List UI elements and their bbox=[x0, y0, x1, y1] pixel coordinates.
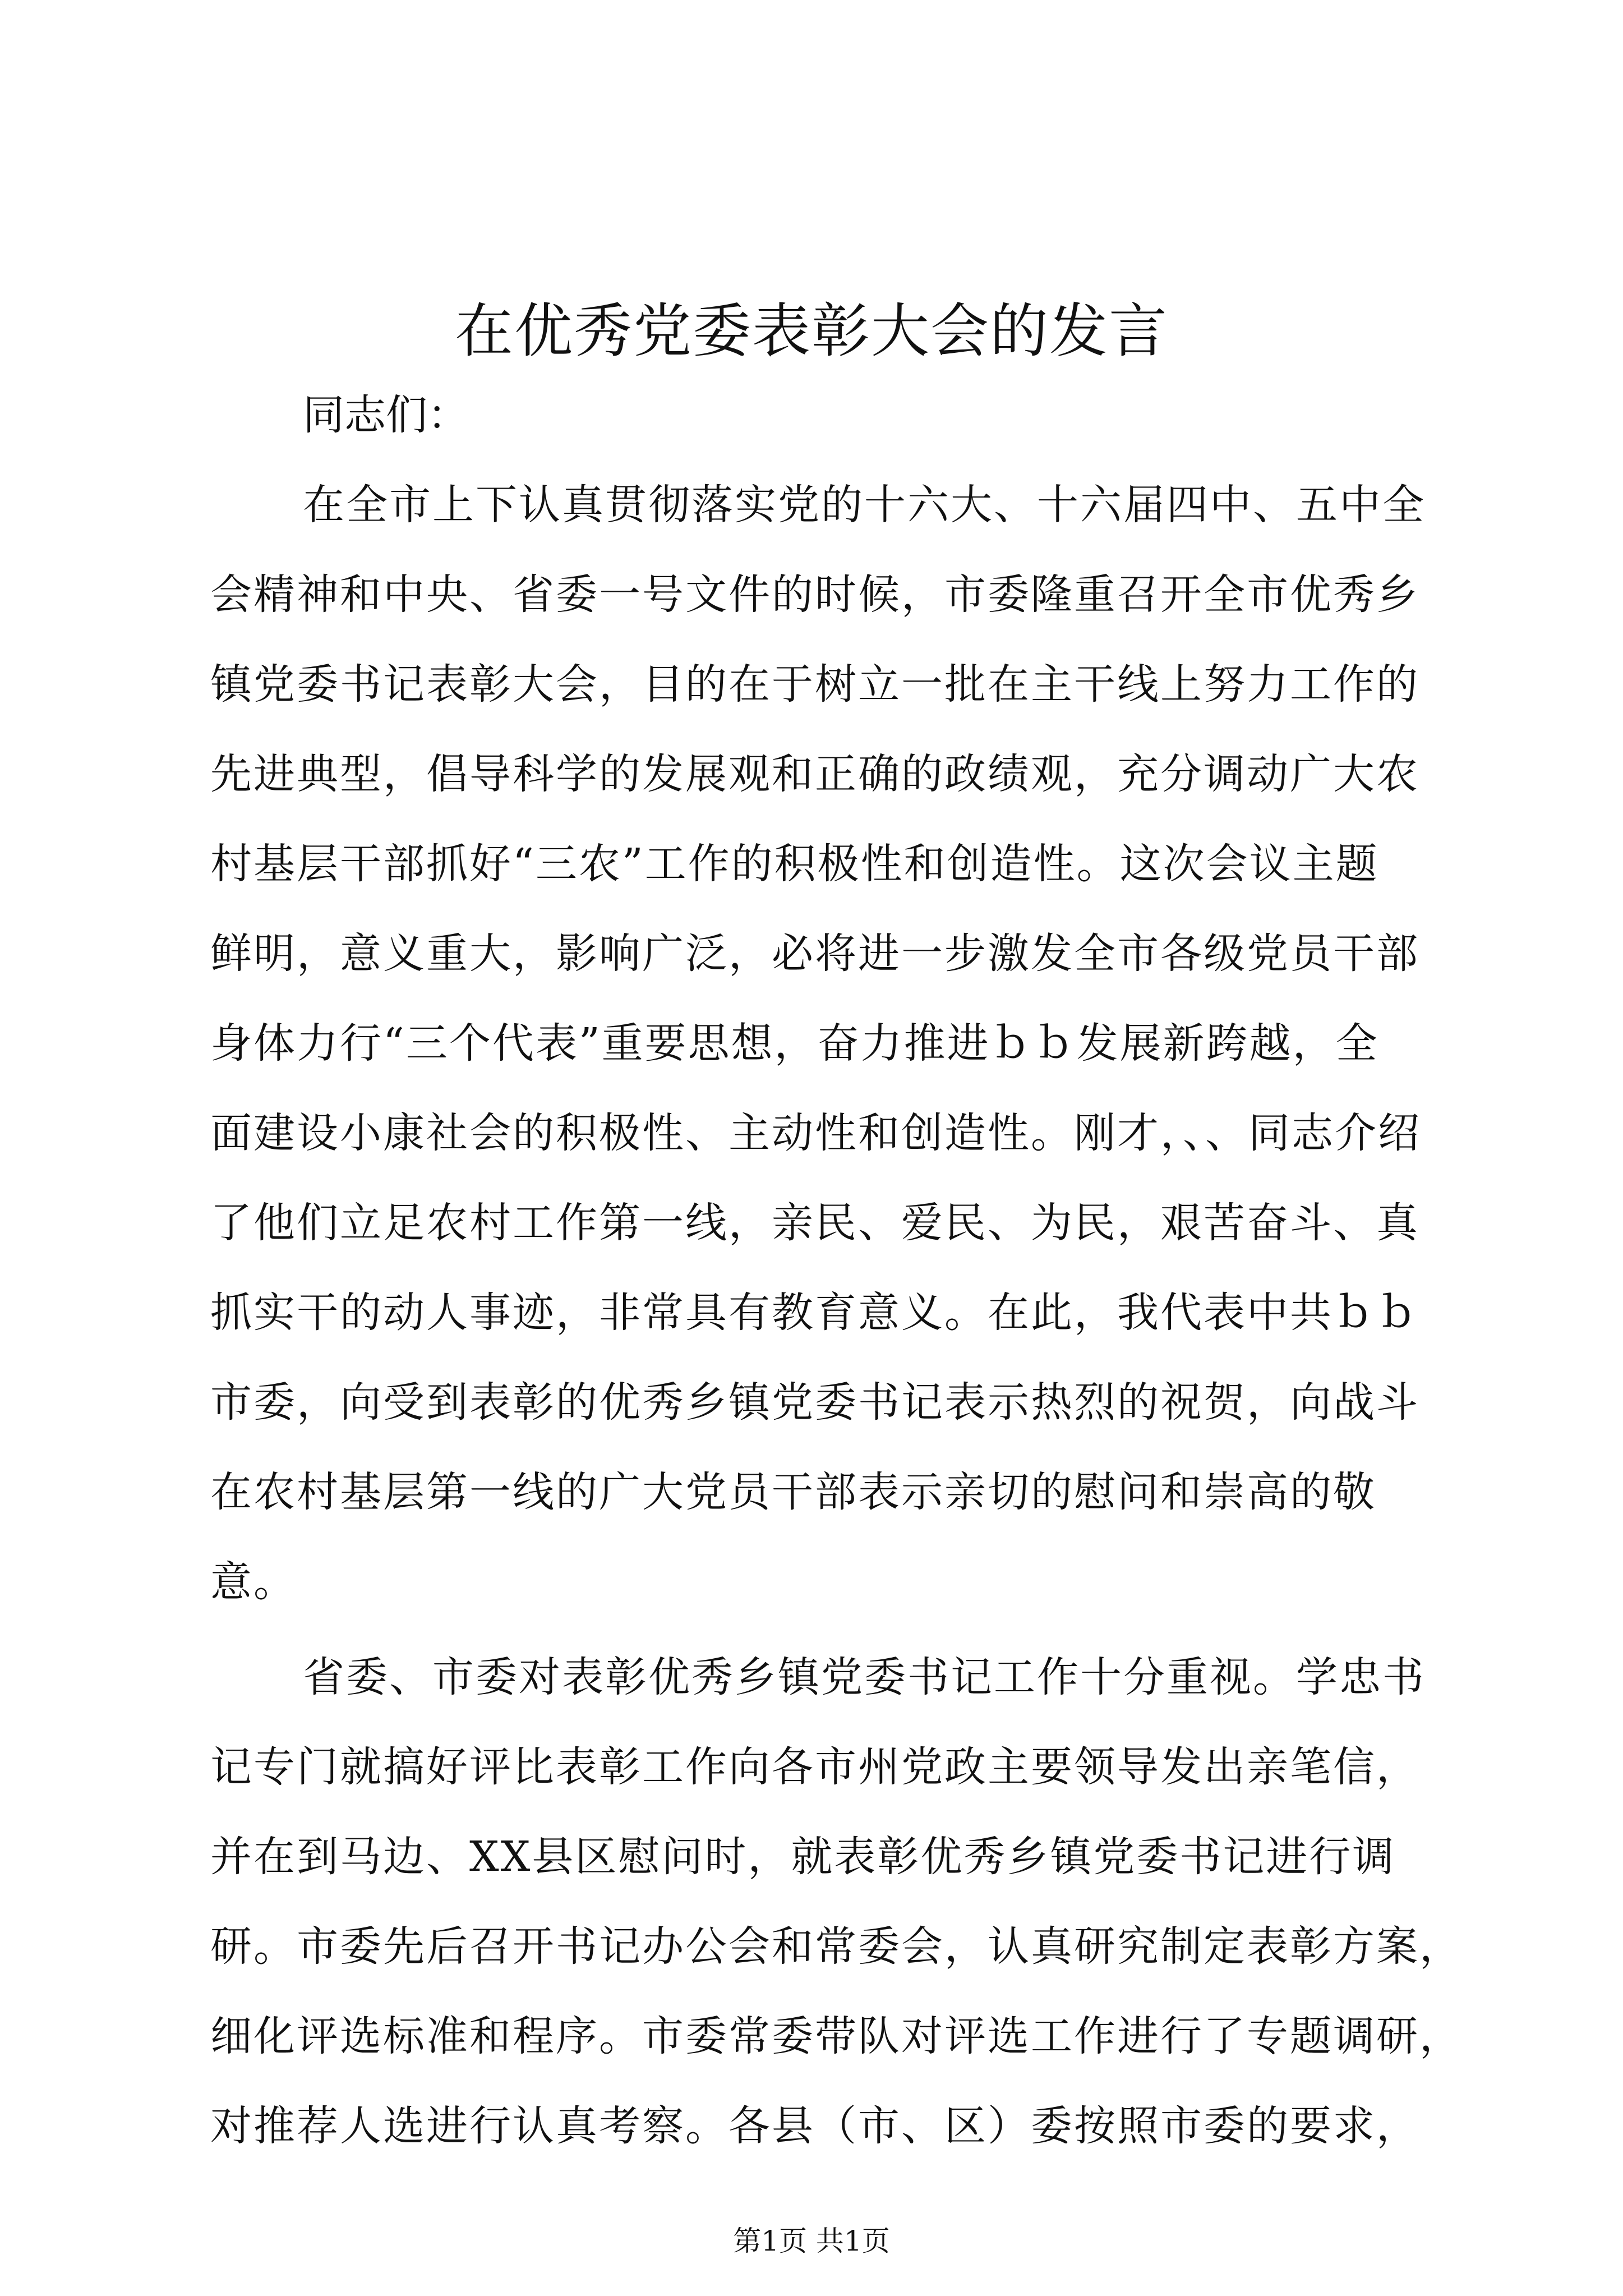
salutation: 同志们： bbox=[303, 391, 469, 439]
paragraph-line: 省委、市委对表彰优秀乡镇党委书记工作十分重视。学忠书 bbox=[303, 1653, 1426, 1701]
paragraph-line: 研。市委先后召开书记办公会和常委会，认真研究制定表彰方案， bbox=[210, 1922, 1463, 1971]
paragraph-line: 先进典型，倡导科学的发展观和正确的政绩观，充分调动广大农 bbox=[210, 750, 1419, 798]
paragraph-line: 村基层干部抓好“三农”工作的积极性和创造性。这次会议主题 bbox=[210, 840, 1379, 888]
paragraph-line: 身体力行“三个代表”重要思想，奋力推进ｂｂ发展新跨越，全 bbox=[210, 1019, 1379, 1068]
paragraph-line: 对推荐人选进行认真考察。各县（市、区）委按照市委的要求， bbox=[210, 2102, 1419, 2150]
document-title: 在优秀党委表彰大会的发言 bbox=[454, 297, 1168, 365]
paragraph-line: 市委，向受到表彰的优秀乡镇党委书记表示热烈的祝贺，向战斗 bbox=[210, 1378, 1419, 1427]
paragraph-line: 镇党委书记表彰大会，目的在于树立一批在主干线上努力工作的 bbox=[210, 660, 1419, 708]
paragraph-line: 在全市上下认真贯彻落实党的十六大、十六届四中、五中全 bbox=[303, 481, 1426, 529]
paragraph-line: 在农村基层第一线的广大党员干部表示亲切的慰问和崇高的敬 bbox=[210, 1468, 1376, 1516]
paragraph-line: 会精神和中央、省委一号文件的时候，市委隆重召开全市优秀乡 bbox=[210, 570, 1419, 619]
paragraph-line: 了他们立足农村工作第一线，亲民、爱民、为民，艰苦奋斗、真 bbox=[210, 1199, 1419, 1247]
paragraph-line: 抓实干的动人事迹，非常具有教育意义。在此，我代表中共ｂｂ bbox=[210, 1289, 1419, 1337]
paragraph-line: 面建设小康社会的积极性、主动性和创造性。刚才，、、同志介绍 bbox=[210, 1109, 1421, 1157]
paragraph-line: 意。 bbox=[210, 1558, 297, 1606]
page-footer: 第1页 共1页 bbox=[733, 2225, 890, 2257]
paragraph-line: 记专门就搞好评比表彰工作向各市州党政主要领导发出亲笔信， bbox=[210, 1743, 1419, 1791]
paragraph-line: 鲜明，意义重大，影响广泛，必将进一步激发全市各级党员干部 bbox=[210, 930, 1419, 978]
paragraph-line: 细化评选标准和程序。市委常委带队对评选工作进行了专题调研， bbox=[210, 2012, 1463, 2060]
paragraph-line: 并在到马边、XX县区慰问时，就表彰优秀乡镇党委书记进行调 bbox=[210, 1833, 1396, 1881]
